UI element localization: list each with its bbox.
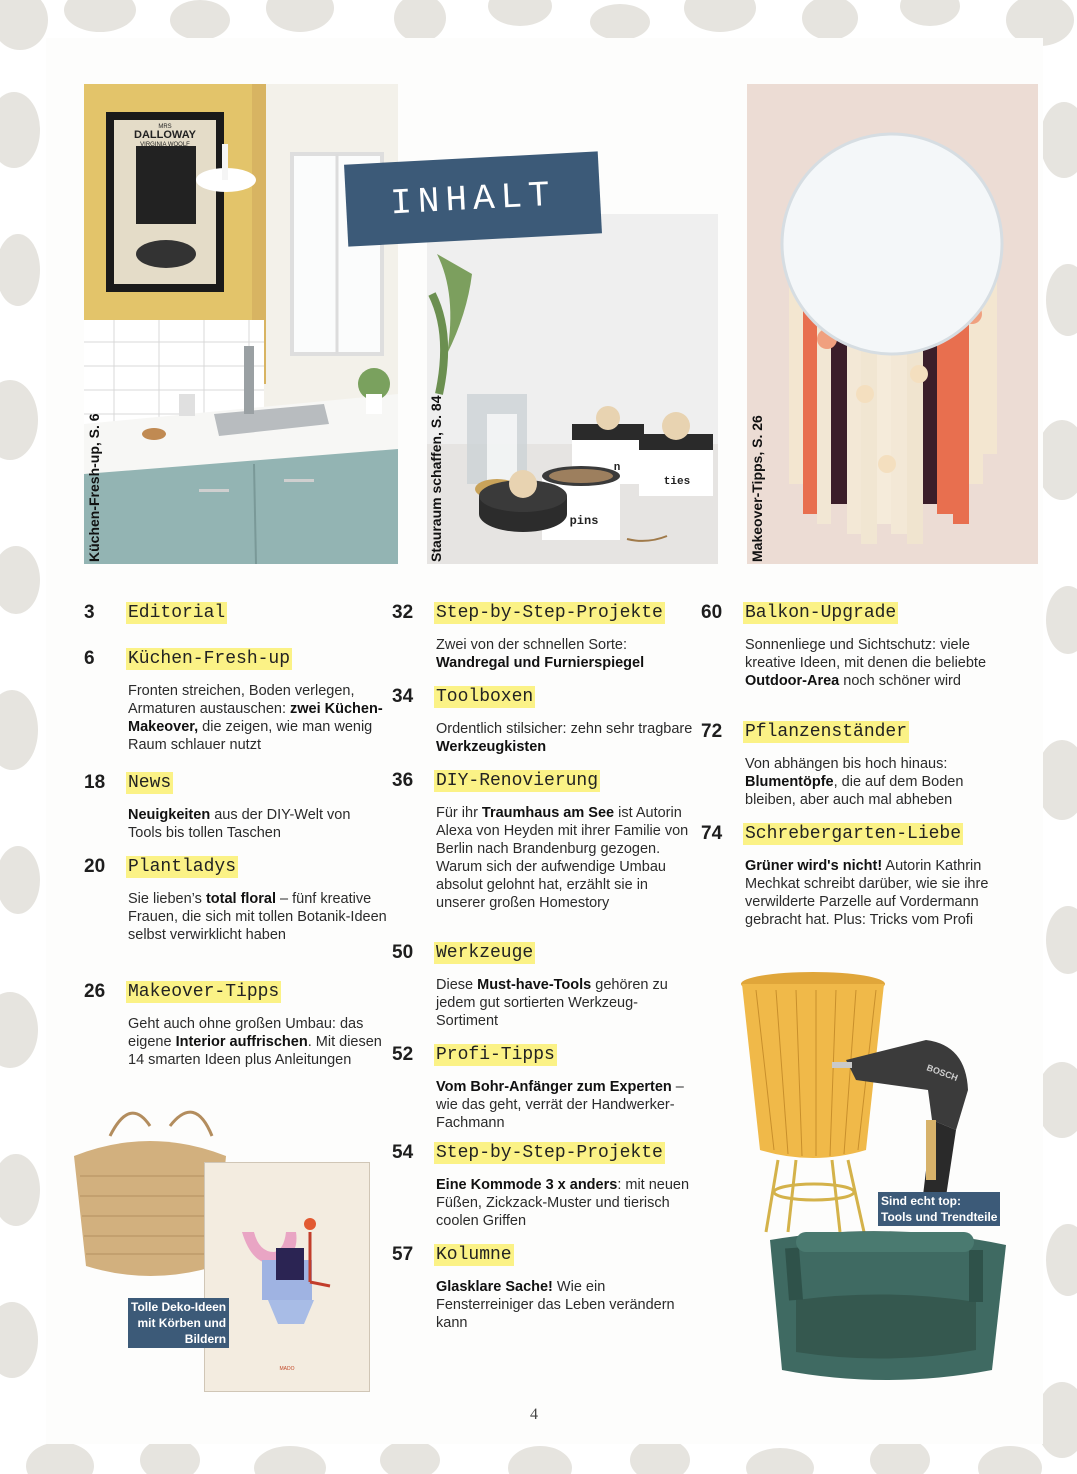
toc-description-text: Sonnenliege und Sichtschutz: viele kreative Ideen, mit denen die beliebte bbox=[745, 637, 987, 671]
storage-caption: Stauraum schaffen, S. 84 bbox=[428, 395, 444, 562]
toc-page-number: 57 bbox=[392, 1244, 414, 1265]
toc-heading: Werkzeuge bbox=[436, 943, 534, 963]
toc-description bbox=[745, 636, 1005, 690]
toc-description-bold: zwei Küchen-Makeover, bbox=[128, 701, 383, 735]
toc-description-text: Von abhängen bis hoch hinaus: bbox=[745, 756, 948, 772]
storage-photo bbox=[427, 214, 718, 564]
toc-page-number: 18 bbox=[84, 772, 106, 793]
toc-heading: Kolumne bbox=[436, 1245, 512, 1265]
toc-description bbox=[128, 682, 388, 754]
toc-description-bold: Vom Bohr-Anfänger zum Experten bbox=[436, 1079, 672, 1095]
toc-page-number: 36 bbox=[392, 770, 414, 791]
toc-description-text: gehören zu jedem gut sortierten Werkzeug-Sortiment bbox=[436, 977, 668, 1029]
toc-description-bold: Grüner wird's nicht! bbox=[745, 858, 883, 874]
toc-description bbox=[128, 806, 388, 842]
toc-heading: Balkon-Upgrade bbox=[745, 603, 897, 623]
toc-description-bold: Werkzeugkisten bbox=[436, 739, 547, 755]
toc-heading: Makeover-Tipps bbox=[128, 982, 280, 1002]
drill-brand: BOSCH bbox=[925, 1062, 960, 1084]
toc-description-bold: Must-have-Tools bbox=[477, 977, 592, 993]
toc-description bbox=[436, 1278, 696, 1332]
toc-page-number: 50 bbox=[392, 942, 414, 963]
toc-heading: Schrebergarten-Liebe bbox=[745, 824, 962, 844]
toc-heading: Toolboxen bbox=[436, 687, 534, 707]
toc-heading: Küchen-Fresh-up bbox=[128, 649, 291, 669]
tools-photo bbox=[736, 970, 1026, 1395]
deko-caption-line3: Bildern bbox=[184, 1332, 227, 1346]
deko-caption bbox=[128, 1298, 229, 1348]
deko-caption-line2: mit Körben und bbox=[137, 1316, 227, 1330]
kitchen-photo bbox=[84, 84, 398, 564]
toc-description bbox=[436, 804, 696, 912]
page-number: 4 bbox=[530, 1406, 538, 1423]
toc-page-number: 3 bbox=[84, 602, 95, 623]
toc-description-text: Ordentlich stilsicher: zehn sehr tragbare bbox=[436, 721, 693, 737]
toc-description-bold: Interior auffrischen bbox=[175, 1034, 308, 1050]
toc-description-bold: Eine Kommode 3 x anders bbox=[436, 1177, 618, 1193]
toc-page-number: 34 bbox=[392, 686, 414, 707]
toc-description bbox=[745, 857, 1005, 929]
tools-caption-line1: Sind echt top: bbox=[881, 1194, 961, 1208]
toc-description-text: – fünf kreative Frauen, die sich mit tollen Botanik-Ideen selbst verwirklicht haben bbox=[128, 891, 387, 943]
page-title-box bbox=[344, 151, 602, 246]
toc-description-bold: Blumentöpfe bbox=[745, 774, 834, 790]
toc-description bbox=[128, 1015, 388, 1069]
toc-page-number: 26 bbox=[84, 981, 106, 1002]
toc-description-text: , die auf dem Boden bleiben, aber auch mal abheben bbox=[745, 774, 964, 808]
toc-heading: Plantladys bbox=[128, 857, 237, 877]
jar-label-n: n bbox=[613, 462, 621, 474]
toc-page-number: 74 bbox=[701, 823, 723, 844]
toc-heading: Pflanzenständer bbox=[745, 722, 908, 742]
toc-description-bold: Traumhaus am See bbox=[481, 805, 615, 821]
toc-heading: Editorial bbox=[128, 603, 226, 623]
toc-description bbox=[436, 976, 696, 1030]
jar-label-ties: ties bbox=[663, 476, 691, 488]
tools-caption-line2: Tools und Trendteile bbox=[881, 1210, 998, 1224]
toc-heading: DIY-Renovierung bbox=[436, 771, 599, 791]
toc-description-text: noch schöner wird bbox=[839, 673, 961, 689]
toc-description-text: : mit neuen Füßen, Zickzack-Muster und tierisch coolen Griffen bbox=[436, 1177, 690, 1229]
toc-page-number: 54 bbox=[392, 1142, 414, 1163]
toc-description-bold: Neuigkeiten bbox=[128, 807, 211, 823]
toc-description-text: – wie das geht, verrät der Handwerker-Fachmann bbox=[436, 1079, 684, 1131]
toc-page-number: 20 bbox=[84, 856, 106, 877]
toc-description-text: Für ihr bbox=[436, 805, 482, 821]
page-title: INHALT bbox=[389, 174, 557, 224]
toc-description-text: Zwei von der schnellen Sorte: bbox=[436, 637, 628, 653]
toc-description-text: Autorin Kathrin Mechkat schreibt darüber, wie sie ihre verwilderte Parzelle auf Vordermann gebracht hat. Plus: Tricks vom Profi bbox=[745, 858, 989, 928]
makeover-caption: Makeover-Tipps, S. 26 bbox=[749, 415, 765, 562]
toc-description bbox=[128, 890, 388, 944]
toc-description-text: Geht auch ohne großen Umbau: das eigene bbox=[128, 1016, 364, 1050]
toc-description-text: ist Autorin Alexa von Heyden mit ihrer Familie von Berlin nach Brandenburg gezogen. Warum sich der aufwendige Umbau absolut gelohnt hat, erzählt sie in unserer großen Homestory bbox=[436, 805, 689, 911]
toc-description-bold: total floral bbox=[205, 891, 277, 907]
toc-page-number: 72 bbox=[701, 721, 723, 742]
deko-caption-line1: Tolle Deko-Ideen bbox=[131, 1300, 227, 1314]
toc-description-bold: Outdoor-Area bbox=[745, 673, 840, 689]
toc-description bbox=[436, 720, 696, 756]
art-print-photo bbox=[204, 1162, 370, 1392]
poster-line1: MRS bbox=[158, 124, 172, 130]
toc-description-text: Diese bbox=[436, 977, 478, 993]
toc-page-number: 60 bbox=[701, 602, 723, 623]
mirror-photo bbox=[747, 84, 1038, 564]
toc-page-number: 6 bbox=[84, 648, 95, 669]
toc-description bbox=[436, 1078, 696, 1132]
toc-description-text: . Mit diesen 14 smarten Ideen plus Anleitungen bbox=[128, 1034, 382, 1068]
toc-heading: Profi-Tipps bbox=[436, 1045, 555, 1065]
print-brand: MADO bbox=[279, 1366, 295, 1372]
toc-description-text: aus der DIY-Welt von Tools bis tollen Taschen bbox=[128, 807, 351, 841]
toc-heading: Step-by-Step-Projekte bbox=[436, 603, 663, 623]
toc-description bbox=[745, 755, 1005, 809]
toc-description-text: die zeigen, wie man wenig Raum schlauer nutzt bbox=[128, 719, 373, 753]
toc-heading: News bbox=[128, 773, 172, 793]
toc-description bbox=[436, 636, 696, 672]
toc-page-number: 32 bbox=[392, 602, 414, 623]
tools-caption bbox=[878, 1192, 1000, 1226]
toc-description-text: Sie lieben’s bbox=[128, 891, 206, 907]
poster-line3: VIRGINIA WOOLF bbox=[140, 142, 190, 148]
toc-description-bold: Glasklare Sache! bbox=[436, 1279, 553, 1295]
toc-page-number: 52 bbox=[392, 1044, 414, 1065]
kitchen-caption: Küchen-Fresh-up, S. 6 bbox=[86, 413, 102, 562]
jar-label-pins: pins bbox=[569, 514, 599, 528]
toc-description-text: Fronten streichen, Boden verlegen, Armaturen austauschen: bbox=[128, 683, 355, 717]
poster-line2: DALLOWAY bbox=[134, 129, 196, 141]
toc-heading: Step-by-Step-Projekte bbox=[436, 1143, 663, 1163]
toc-description-bold: Wandregal und Furnierspiegel bbox=[436, 655, 645, 671]
toc-description-text: Wie ein Fensterreiniger das Leben verändern kann bbox=[436, 1279, 675, 1331]
toc-description bbox=[436, 1176, 696, 1230]
